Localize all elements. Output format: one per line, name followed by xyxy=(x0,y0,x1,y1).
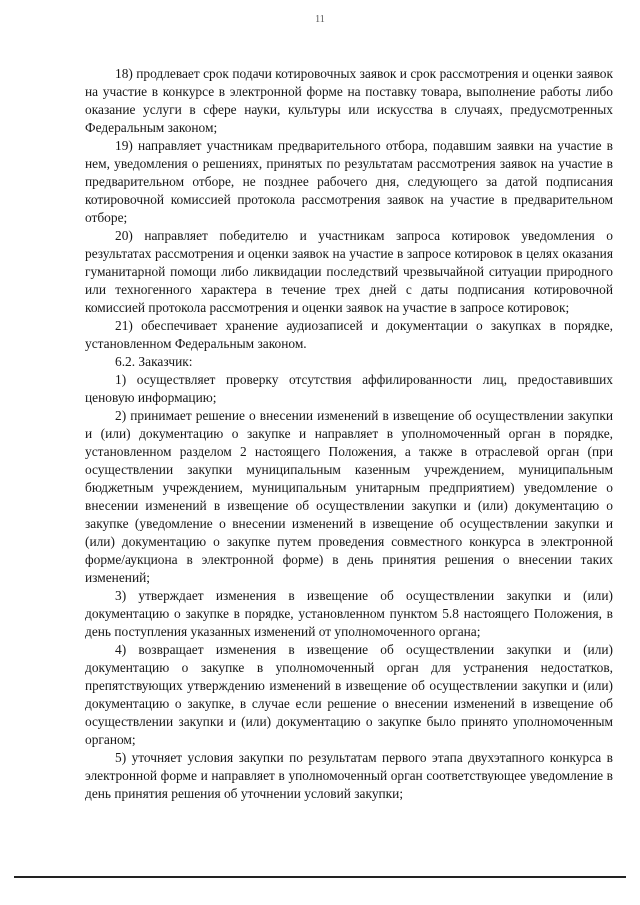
paragraph-item-19: 19) направляет участникам предварительного отбора, подавшим заявки на участие в нем, уведомления о решениях, принятых по результатам рассмотрения заявок на участие в предварительном отборе, не позднее рабочего дня, следующего за датой подписания котировочной комиссией протокола рассмотрения заявок на участие в предварительном отборе; xyxy=(85,138,613,225)
section-heading-6-2: 6.2. Заказчик: xyxy=(115,354,193,369)
page-number: 11 xyxy=(315,14,325,25)
bottom-divider xyxy=(14,876,626,878)
paragraph-item-18: 18) продлевает срок подачи котировочных заявок и срок рассмотрения и оценки заявок на участие в конкурсе в электронной форме на поставку товара, выполнение работы либо оказание услуги в сфере науки, культуры или искусства в случаях, предусмотренных Федеральным законом; xyxy=(85,66,613,135)
paragraph-item-1: 1) осуществляет проверку отсутствия аффилированности лиц, предоставивших ценовую информацию; xyxy=(85,372,613,405)
paragraph-item-20: 20) направляет победителю и участникам запроса котировок уведомления о результатах рассмотрения и оценки заявок на участие в запросе котировок в целях оказания гуманитарной помощи либо ликвидации последствий чрезвычайной ситуации природного или техногенного характера в течение трех дней с даты подписания котировочной комиссией протокола рассмотрения и оценки заявок на участие в запросе котировок; xyxy=(85,228,613,315)
paragraph-item-2: 2) принимает решение о внесении изменений в извещение об осуществлении закупки и (или) документацию о закупке и направляет в уполномоченный орган в порядке, установленном разделом 2 настоящего Положения, а также в отраслевой орган (при осуществлении закупки муниципальным казенным учреждением, муниципальным бюджетным учреждением, муниципальным унитарным предприятием) уведомление о внесении изменений в извещение об осуществлении закупки и (или) документацию о закупке (уведомление о внесении изменений в извещение об осуществлении закупки и (или) документацию о закупке путем проведения совместного конкурса в электронной форме/аукциона в электронной форме) в день принятия решения о внесении таких изменений; xyxy=(85,408,613,585)
paragraph-item-21: 21) обеспечивает хранение аудиозаписей и документации о закупках в порядке, установленном Федеральным законом. xyxy=(85,318,613,351)
document-body xyxy=(85,65,613,803)
paragraph-item-4: 4) возвращает изменения в извещение об осуществлении закупки и (или) документацию о закупке в уполномоченный орган для устранения недостатков, препятствующих утверждению изменений в извещение об осуществлении закупки и (или) документацию о закупке, в случае если решение о внесении изменений в извещение об осуществлении закупки и (или) документацию о закупке было принято уполномоченным органом; xyxy=(85,642,613,747)
paragraph-item-5: 5) уточняет условия закупки по результатам первого этапа двухэтапного конкурса в электронной форме и направляет в уполномоченный орган соответствующее уведомление в день принятия решения об уточнении условий закупки; xyxy=(85,750,613,801)
paragraph-item-3: 3) утверждает изменения в извещение об осуществлении закупки и (или) документацию о закупке в порядке, установленном пунктом 5.8 настоящего Положения, в день поступления указанных изменений от уполномоченного органа; xyxy=(85,588,613,639)
